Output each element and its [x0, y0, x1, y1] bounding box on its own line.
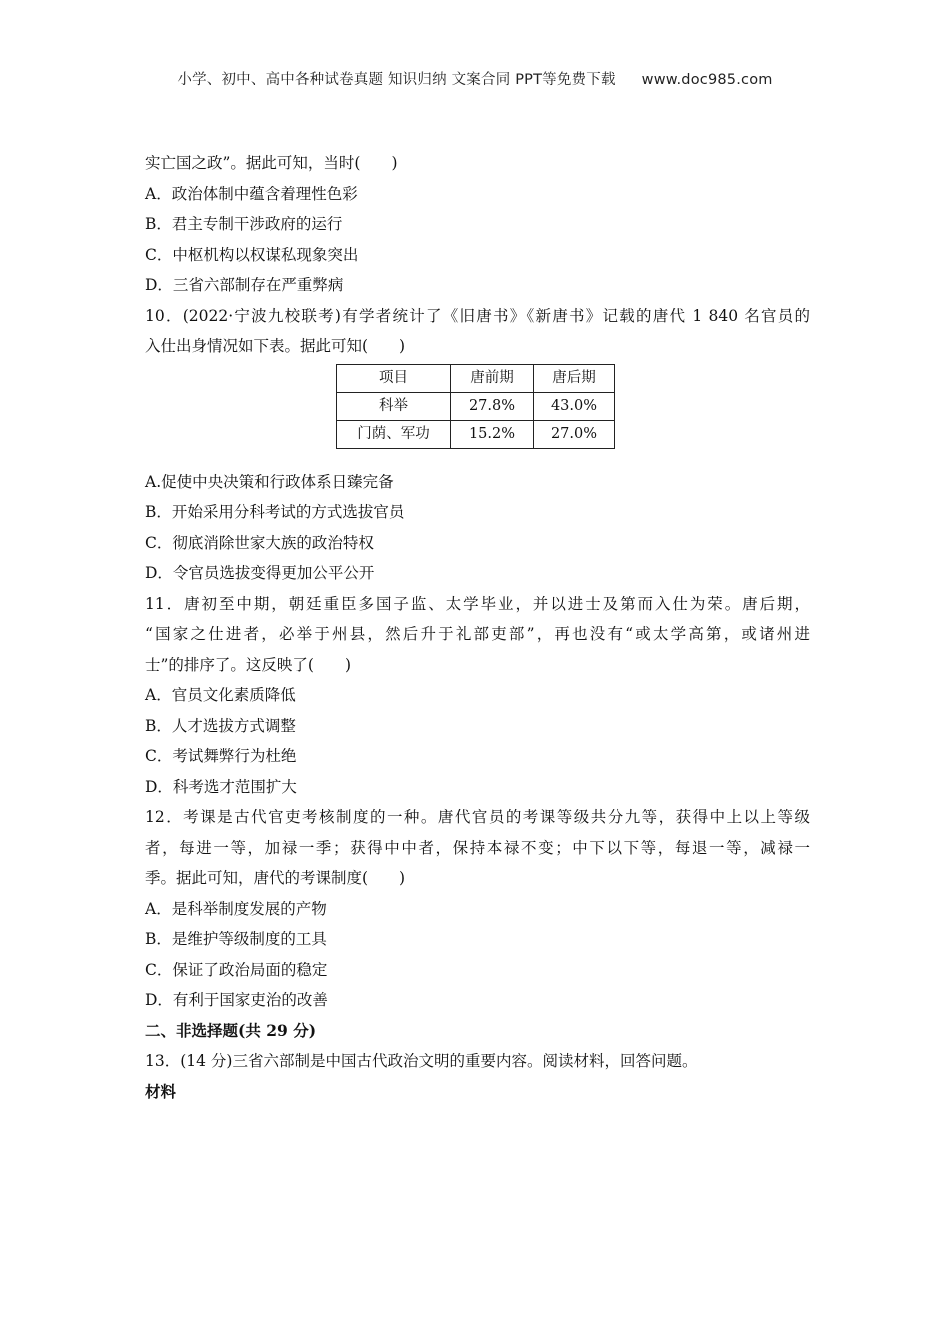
document-body: [145, 148, 810, 1107]
q10-option-a: A.促使中央决策和行政体系日臻完备: [145, 472, 394, 491]
header-url[interactable]: www.doc985.com: [641, 72, 773, 88]
q12-stem-line3: 季。据此可知，唐代的考课制度( ): [145, 869, 406, 887]
q11-option-d: D．科考选才范围扩大: [145, 777, 297, 796]
table-row: [337, 392, 615, 420]
q12-option-c: C．保证了政治局面的稳定: [145, 960, 328, 979]
q9-option-a: A．政治体制中蕴含着理性色彩: [145, 184, 358, 203]
table-cell: 门荫、军功: [337, 420, 451, 448]
q10-option-b: B．开始采用分科考试的方式选拔官员: [145, 503, 405, 521]
q10-stem-line1: 10．(2022·宁波九校联考)有学者统计了《旧唐书》《新唐书》记载的唐代 1 840 名官员的: [145, 306, 810, 325]
q11-option-b: B．人才选拔方式调整: [145, 716, 296, 735]
q12-option-a: A．是科举制度发展的产物: [145, 899, 327, 918]
q9-option-c: C．中枢机构以权谋私现象突出: [145, 245, 359, 264]
q13-material-label: 材料: [145, 1081, 177, 1101]
table-header-row: [337, 364, 615, 392]
table-cell: 27.8%: [451, 392, 534, 420]
q12-option-d: D．有利于国家吏治的改善: [145, 991, 328, 1009]
table-row: [337, 420, 615, 448]
q10-table: [336, 364, 615, 449]
q11-stem-line1: 11．唐初至中期，朝廷重臣多国子监、太学毕业，并以进士及第而入仕为荣。唐后期，: [145, 594, 810, 613]
table-cell: 15.2%: [451, 420, 534, 448]
page-header: [0, 68, 950, 89]
q11-stem-line2: “国家之仕进者，必举于州县，然后升于礼部吏部”，再也没有“或太学高第，或诸州进: [145, 625, 810, 643]
q9-tail: 实亡国之政”。据此可知，当时( ): [145, 154, 398, 172]
q11-option-a: A．官员文化素质降低: [145, 686, 296, 704]
q11-option-c: C．考试舞弊行为杜绝: [145, 747, 297, 765]
q10-table-wrap: [336, 364, 810, 449]
table-cell: 科举: [337, 392, 451, 420]
q13-stem: 13．(14 分)三省六部制是中国古代政治文明的重要内容。阅读材料，回答问题。: [145, 1052, 698, 1070]
q12-stem-line2: 者，每进一等，加禄一季；获得中中者，保持本禄不变；中下以下等，每退一等，减禄一: [145, 838, 810, 857]
q10-option-d: D．令官员选拔变得更加公平公开: [145, 564, 375, 582]
q9-option-d: D．三省六部制存在严重弊病: [145, 276, 344, 294]
table-cell: 27.0%: [534, 420, 615, 448]
table-header-cell: 唐后期: [534, 364, 615, 392]
q10-option-c: C．彻底消除世家大族的政治特权: [145, 533, 374, 552]
header-text: 小学、初中、高中各种试卷真题 知识归纳 文案合同 PPT等免费下载: [177, 72, 616, 88]
q9-option-b: B．君主专制干涉政府的运行: [145, 215, 343, 233]
q12-stem-line1: 12．考课是古代官吏考核制度的一种。唐代官员的考课等级共分九等，获得中上以上等级: [145, 808, 810, 826]
table-header-cell: 项目: [337, 364, 451, 392]
table-cell: 43.0%: [534, 392, 615, 420]
section-title: 二、非选择题(共 29 分): [145, 1020, 317, 1040]
q12-option-b: B．是维护等级制度的工具: [145, 930, 327, 948]
table-header-cell: 唐前期: [451, 364, 534, 392]
q11-stem-line3: 士”的排序了。这反映了( ): [145, 655, 352, 674]
q10-stem-line2: 入仕出身情况如下表。据此可知( ): [145, 337, 406, 355]
